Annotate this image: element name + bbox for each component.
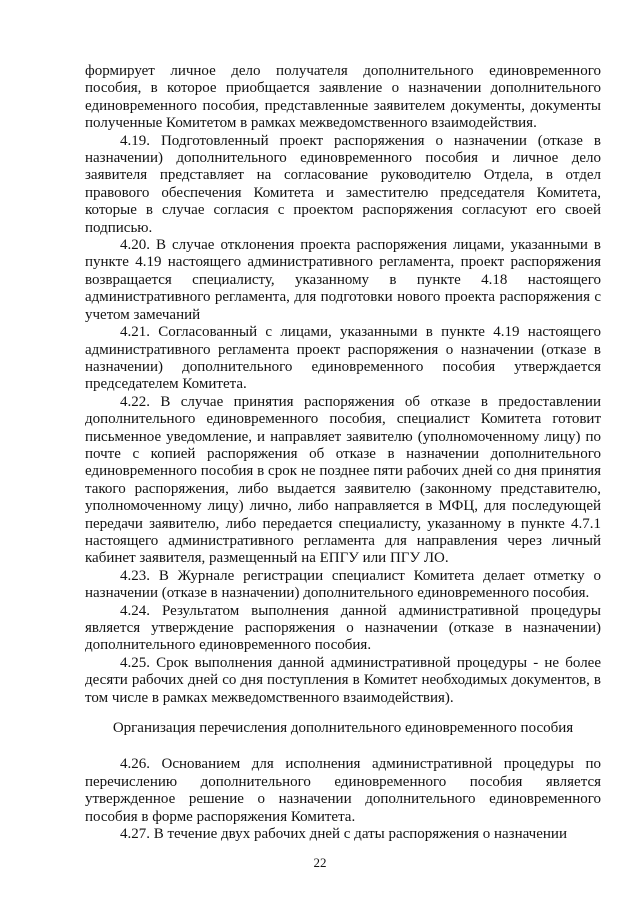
paragraph-4-23: 4.23. В Журнале регистрации специалист Комитета делает отметку о назначении (отказе в назначении) дополнительного единовременного пособия.	[85, 567, 601, 602]
paragraph-4-24: 4.24. Результатом выполнения данной административной процедуры является утверждение распоряжения о назначении (отказе в назначении) дополнительного единовременного пособия.	[85, 602, 601, 654]
paragraph-4-19: 4.19. Подготовленный проект распоряжения о назначении (отказе в назначении) дополнительного единовременного пособия и личное дело заявителя представляет на согласование руководителю Отдела, в отдел правового обеспечения Комитета и заместителю председателя Комитета, которые в случае согласия с проектом распоряжения согласуют его своей подписью.	[85, 132, 601, 236]
paragraph-4-21: 4.21. Согласованный с лицами, указанными в пункте 4.19 настоящего административного регламента проект распоряжения о назначении (отказе в назначении) дополнительного единовременного пособия утверждается председателем Комитета.	[85, 324, 601, 393]
paragraph-4-27: 4.27. В течение двух рабочих дней с даты распоряжения о назначении	[120, 826, 567, 843]
paragraph-4-26: 4.26. Основанием для исполнения административной процедуры по перечислению дополнительного единовременного пособия является утвержденное решение о назначении дополнительного единовременного пособия в форме распоряжения Комитета.	[85, 756, 601, 825]
paragraph-4-20: 4.20. В случае отклонения проекта распоряжения лицами, указанными в пункте 4.19 настоящего административного регламента, проект распоряжения возвращается специалисту, указанному в пункте 4.18 настоящего административного регламента, для подготовки нового проекта распоряжения с учетом замечаний	[85, 237, 601, 323]
page-number: 22	[313, 855, 327, 870]
paragraph-4-22: 4.22. В случае принятия распоряжения об отказе в предоставлении дополнительного единовременного пособия, специалист Комитета готовит письменное уведомление, и направляет заявителю (уполномоченному лицу) по почте с копией распоряжения об отказе в назначении дополнительного единовременного пособия в срок не позднее пяти рабочих дней со дня принятия такого распоряжения, либо выдается заявителю (законному представителю, уполномоченному лицу) лично, либо направляется в МФЦ, для последующей передачи заявителю, либо передается специалисту, указанному в пункте 4.7.1 настоящего административного регламента для направления через личный кабинет заявителя, размещенный на ЕПГУ или ПГУ ЛО.	[85, 393, 601, 567]
paragraph-continuation: формирует личное дело получателя дополнительного единовременного пособия, в которое приобщается заявление о назначении дополнительного единовременного пособия, представленные заявителем документы, документы полученные Комитетом в рамках межведомственного взаимодействия.	[85, 63, 601, 132]
section-heading: Организация перечисления дополнительного единовременного пособия	[112, 720, 574, 737]
paragraph-4-25: 4.25. Срок выполнения данной административной процедуры - не более десяти рабочих дней со дня поступления в Комитет необходимых документов, в том числе в рамках межведомственного взаимодействия).	[85, 654, 601, 706]
document-body	[85, 63, 601, 843]
